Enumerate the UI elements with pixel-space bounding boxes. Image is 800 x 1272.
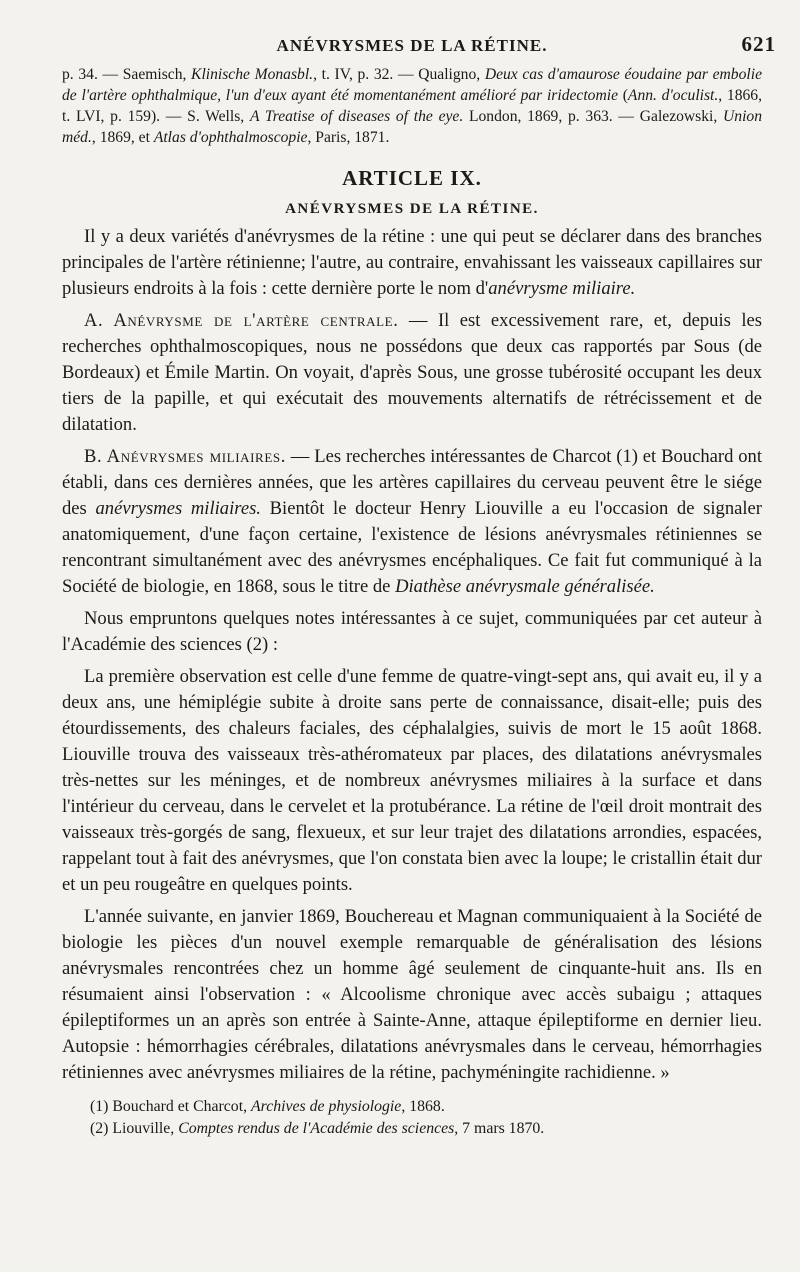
running-head xyxy=(62,30,776,60)
bibliography-continuation: p. 34. — Saemisch, Klinische Monasbl., t. IV, p. 32. — Qualigno, Deux cas d'amaurose éoudaine par embolie de l'artère ophthalmique, l'un d'eux ayant été momentanément amélioré par iridectomie (Ann. d'oculist., 1866, t. LVI, p. 159). — S. Wells, A Treatise of diseases of the eye. London, 1869, p. 363. — Galezowski, Union méd., 1869, et Atlas d'ophthalmoscopie, Paris, 1871. xyxy=(62,66,762,146)
article-title: ARTICLE IX. xyxy=(342,166,482,190)
paragraph-intro: Il y a deux variétés d'anévrysmes de la rétine : une qui peut se déclarer dans des branches principales de l'artère rétinienne; l'autre, au contraire, envahissant les vaisseaux capillaires sur plusieurs endroits à la fois : cette dernière porte le nom d'anévrysme miliaire. xyxy=(62,226,762,299)
paragraph-central-artery: A. Anévrysme de l'artère centrale. — Il est excessivement rare, et, depuis les recherches ophthalmoscopiques, nous ne possédons que deux cas rapportés par Sous (de Bordeaux) et Émile Martin. On voyait, d'après Sous, une grosse tubérosité occupant les deux tiers de la papille, et qui exécutait des mouvements alternatifs de rétrécissement et de dilatation. xyxy=(62,310,762,435)
footnote-1: (1) Bouchard et Charcot, Archives de physiologie, 1868. xyxy=(90,1098,445,1115)
article-body xyxy=(62,224,762,1086)
section-heading-b: B. Anévrysmes miliaires. xyxy=(84,446,286,467)
paragraph-first-observation: La première observation est celle d'une femme de quatre-vingt-sept ans, qui avait eu, il y a deux ans, une hémiplégie subite à droite sans perte de connaissance, disait-elle; puis des étourdissements, des chaleurs faciales, des céphalalgies, suivis de mort le 15 août 1868. Liouville trouva des vaisseaux très-athéromateux par places, des dilatations anévrysmales très-nettes sur les méninges, et de nombreux anévrysmes miliaires à la surface et dans l'intérieur du cerveau, dans le cervelet et la protubérance. La rétine de l'œil droit montrait des vaisseaux très-gorgés de sang, flexueux, et sur leur trajet des dilatations arrondies, espacées, rappelant tout à fait des anévrysmes, que l'on constata bien avec la loupe; le cristallin était dur et un peu rougeâtre en quelques points. xyxy=(62,666,762,895)
paragraph-second-observation: L'année suivante, en janvier 1869, Bouchereau et Magnan communiquaient à la Société de biologie les pièces d'un nouvel exemple remarquable de généralisation des lésions anévrysmales rencontrées chez un homme âgé seulement de cinquante-huit ans. Ils en résumaient ainsi l'observation : « Alcoolisme chronique avec accès subaigu ; attaques épileptiformes un an après son entrée à Sainte-Anne, attaque épileptiforme en dernier lieu. Autopsie : hémorrhagies cérébrales, dilatations anévrysmales dans le cerveau, hémorrhagies rétiniennes avec anévrysmes miliaires de la rétine, pachyméningite rachidienne. » xyxy=(62,906,762,1083)
section-heading-a: A. Anévrysme de l'artère centrale. xyxy=(84,310,399,331)
running-title: ANÉVRYSMES DE LA RÉTINE. xyxy=(276,36,548,55)
paragraph-miliary: B. Anévrysmes miliaires. — Les recherches intéressantes de Charcot (1) et Bouchard ont établi, dans ces dernières années, que les artères capillaires du cerveau peuvent être le siége des anévrysmes miliaires. Bientôt le docteur Henry Liouville a eu l'occasion de signaler anatomiquement, d'une façon certaine, l'existence de lésions anévrysmales rétiniennes se rencontrant simultanément avec des anévrysmes encéphaliques. Ce fait fut communiqué à la Société de biologie, en 1868, sous le titre de Diathèse anévrysmale généralisée. xyxy=(62,446,762,597)
footnotes xyxy=(62,1096,762,1140)
paragraph-notes: Nous empruntons quelques notes intéressantes à ce sujet, communiquées par cet auteur à l'Académie des sciences (2) : xyxy=(62,608,762,655)
page-number: 621 xyxy=(741,32,776,56)
footnote-2: (2) Liouville, Comptes rendus de l'Académie des sciences, 7 mars 1870. xyxy=(90,1120,545,1137)
book-page xyxy=(62,30,776,1140)
article-subtitle: ANÉVRYSMES DE LA RÉTINE. xyxy=(285,201,539,217)
